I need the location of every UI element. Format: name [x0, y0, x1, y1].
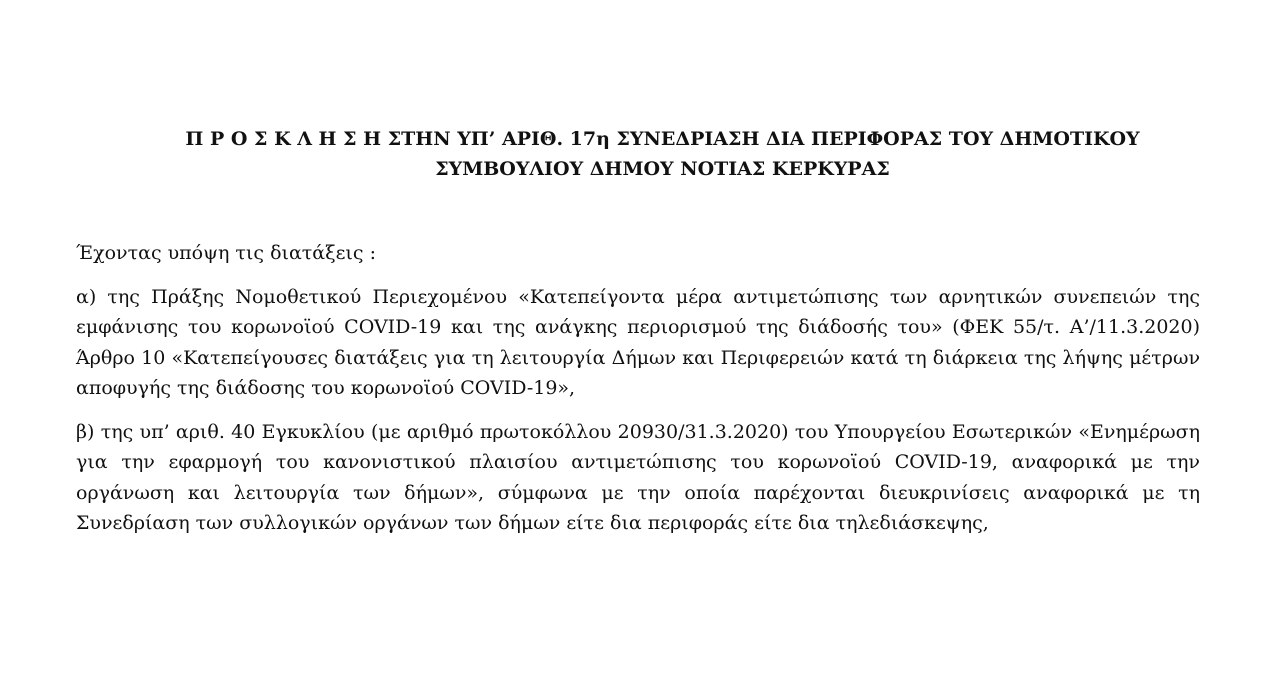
intro-text: Έχοντας υπόψη τις διατάξεις :	[76, 242, 376, 264]
title-line-2: ΣΥΜΒΟΥΛΙΟΥ ΔΗΜΟΥ ΝΟΤΙΑΣ ΚΕΡΚΥΡΑΣ	[435, 158, 890, 180]
document-title	[120, 124, 1205, 184]
document-body	[76, 238, 1200, 552]
title-line-1: Π Ρ Ο Σ Κ Λ Η Σ Η ΣΤΗΝ ΥΠ’ ΑΡΙΘ. 17η ΣΥΝΕΔΡΙΑΣΗ ΔΙΑ ΠΕΡΙΦΟΡΑΣ ΤΟΥ ΔΗΜΟΤΙΚΟΥ	[185, 128, 1140, 150]
paragraph-a: α) της Πράξης Νομοθετικού Περιεχομένου «Κατεπείγοντα μέρα αντιμετώπισης των αρνητικών συνεπειών της εμφάνισης του κορωνοϊού COVID-19 και της ανάγκης περιορισμού της διάδοσής του» (ΦΕΚ 55/τ. Α’/11.3.2020) Άρθρο 10 «Κατεπείγουσες διατάξεις για τη λειτουργία Δήμων και Περιφερειών κατά τη διάρκεια της λήψης μέτρων αποφυγής της διάδοσης του κορωνοϊού COVID-19»,	[76, 285, 1200, 399]
paragraph-b: β) της υπ’ αριθ. 40 Εγκυκλίου (με αριθμό πρωτοκόλλου 20930/31.3.2020) του Υπουργείου Εσωτερικών «Ενημέρωση για την εφαρμογή του κανονιστικού πλαισίου αντιμετώπισης του κορωνοϊού COVID-19, αναφορικά με την οργάνωση και λειτουργία των δήμων», σύμφωνα με την οποία παρέχονται διευκρινίσεις αναφορικά με τη Συνεδρίαση των συλλογικών οργάνων των δήμων είτε δια περιφοράς είτε δια τηλεδιάσκεψης,	[76, 420, 1200, 534]
